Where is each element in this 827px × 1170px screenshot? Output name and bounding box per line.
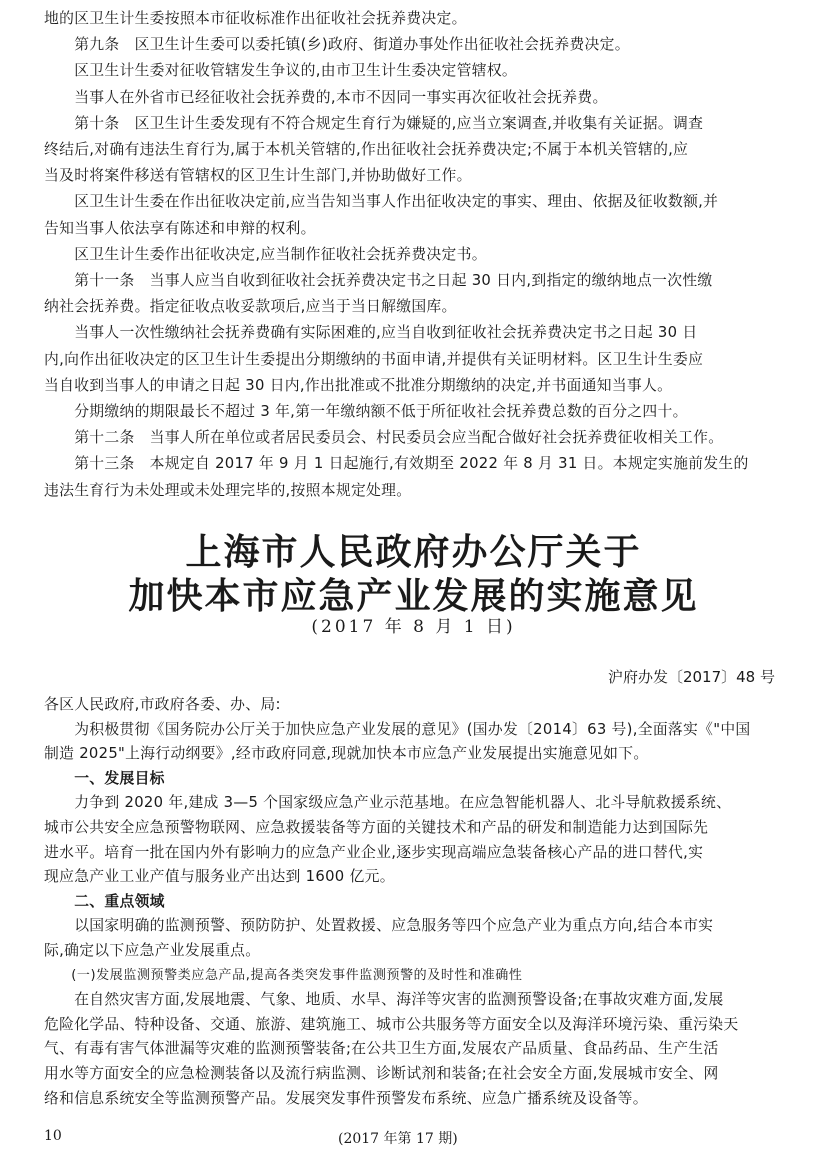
page-number: 10 bbox=[44, 1128, 62, 1144]
body-text-line: 际,确定以下应急产业发展重点。 bbox=[44, 942, 261, 959]
body-text-line: 现应急产业工业产值与服务业产出达到 1600 亿元。 bbox=[44, 868, 395, 886]
top-text-line: 第十条 区卫生计生委发现有不符合规定生育行为嫌疑的,应当立案调查,并收集有关证据。调查 bbox=[44, 114, 704, 132]
top-text-line: 违法生育行为未处理或未处理完毕的,按照本规定处理。 bbox=[44, 481, 412, 499]
document-date: (2017 年 8 月 1 日) bbox=[311, 617, 516, 637]
body-text-line: 制造 2025"上海行动纲要》,经市政府同意,现就加快本市应急产业发展提出实施意见如下。 bbox=[44, 745, 649, 763]
body-text-line: 危险化学品、特种设备、交通、旅游、建筑施工、城市公共服务等方面安全以及海洋环境污染、重污染天 bbox=[44, 1015, 739, 1033]
top-text-line: 地的区卫生计生委按照本市征收标准作出征收社会抚养费决定。 bbox=[44, 10, 467, 27]
document-title-line-1: 上海市人民政府办公厅关于 bbox=[185, 531, 642, 573]
body-text-line: (一)发展监测预警类应急产品,提高各类突发事件监测预警的及时性和准确性 bbox=[44, 967, 523, 983]
top-text-line: 第十三条 本规定自 2017 年 9 月 1 日起施行,有效期至 2022 年 8 月 31 日。本规定实施前发生的 bbox=[44, 455, 749, 473]
top-text-line: 纳社会抚养费。指定征收点收妥款项后,应当于当日解缴国库。 bbox=[44, 298, 457, 316]
body-text-line: 气、有毒有害气体泄漏等灾难的监测预警装备;在公共卫生方面,发展农产品质量、食品药品、生产生活 bbox=[44, 1040, 719, 1058]
top-text-line: 第十二条 当事人所在单位或者居民委员会、村民委员会应当配合做好社会抚养费征收相关工作。 bbox=[44, 429, 724, 447]
body-text-line: 各区人民政府,市政府各委、办、局: bbox=[44, 696, 281, 713]
top-text-line: 告知当事人依法享有陈述和申辩的权利。 bbox=[44, 219, 316, 237]
body-text-line: 进水平。培育一批在国内外有影响力的应急产业企业,逐步实现高端应急装备核心产品的进口替代,实 bbox=[44, 843, 704, 861]
body-text-line: 络和信息系统安全等监测预警产品。发展突发事件预警发布系统、应急广播系统及设备等。 bbox=[44, 1089, 648, 1107]
body-text-line: 力争到 2020 年,建成 3—5 个国家级应急产业示范基地。在应急智能机器人、北斗导航救援系统、 bbox=[44, 794, 732, 812]
top-text-line: 第十一条 当事人应当自收到征收社会抚养费决定书之日起 30 日内,到指定的缴纳地点一次性缴 bbox=[44, 272, 713, 289]
body-text-line: 在自然灾害方面,发展地震、气象、地质、水旱、海洋等灾害的监测预警设备;在事故灾难方面,发展 bbox=[44, 991, 724, 1009]
top-text-line: 当自收到当事人的申请之日起 30 日内,作出批准或不批准分期缴纳的决定,并书面通知当事人。 bbox=[44, 376, 673, 394]
top-text-line: 第九条 区卫生计生委可以委托镇(乡)政府、街道办事处作出征收社会抚养费决定。 bbox=[44, 36, 630, 54]
document-title-line-2: 加快本市应急产业发展的实施意见 bbox=[128, 575, 699, 617]
top-text-line: 区卫生计生委在作出征收决定前,应当告知当事人作出征收决定的事实、理由、依据及征收数额,并 bbox=[44, 193, 719, 211]
body-text-line: 一、发展目标 bbox=[44, 769, 165, 787]
top-text-line: 终结后,对确有违法生育行为,属于本机关管辖的,作出征收社会抚养费决定;不属于本机关管辖的,应 bbox=[44, 141, 689, 158]
top-text-line: 当事人在外省市已经征收社会抚养费的,本市不因同一事实再次征收社会抚养费。 bbox=[44, 88, 608, 106]
top-text-line: 当事人一次性缴纳社会抚养费确有实际困难的,应当自收到征收社会抚养费决定书之日起 30 日 bbox=[44, 324, 698, 342]
body-text-line: 城市公共安全应急预警物联网、应急救援装备等方面的关键技术和产品的研发和制造能力达到国际先 bbox=[44, 819, 709, 836]
top-text-line: 分期缴纳的期限最长不超过 3 年,第一年缴纳额不低于所征收社会抚养费总数的百分之四十。 bbox=[44, 403, 688, 420]
top-text-line: 区卫生计生委对征收管辖发生争议的,由市卫生计生委决定管辖权。 bbox=[44, 62, 518, 80]
top-text-line: 当及时将案件移送有管辖权的区卫生计生部门,并协助做好工作。 bbox=[44, 167, 472, 185]
top-text-line: 区卫生计生委作出征收决定,应当制作征收社会抚养费决定书。 bbox=[44, 245, 487, 263]
body-text-line: 以国家明确的监测预警、预防防护、处置救援、应急服务等四个应急产业为重点方向,结合本市实 bbox=[44, 917, 714, 935]
issue-label: (2017 年第 17 期) bbox=[338, 1131, 458, 1147]
body-text-line: 为积极贯彻《国务院办公厅关于加快应急产业发展的意见》(国办发〔2014〕63 号),全面落实《"中国 bbox=[44, 720, 751, 738]
body-text-line: 二、重点领域 bbox=[44, 892, 165, 910]
body-text-line: 用水等方面安全的应急检测装备以及流行病监测、诊断试剂和装备;在社会安全方面,发展城市安全、网 bbox=[44, 1065, 719, 1082]
top-text-line: 内,向作出征收决定的区卫生计生委提出分期缴纳的书面申请,并提供有关证明材料。区卫生计生委应 bbox=[44, 350, 704, 368]
document-number: 沪府办发〔2017〕48 号 bbox=[607, 668, 775, 686]
